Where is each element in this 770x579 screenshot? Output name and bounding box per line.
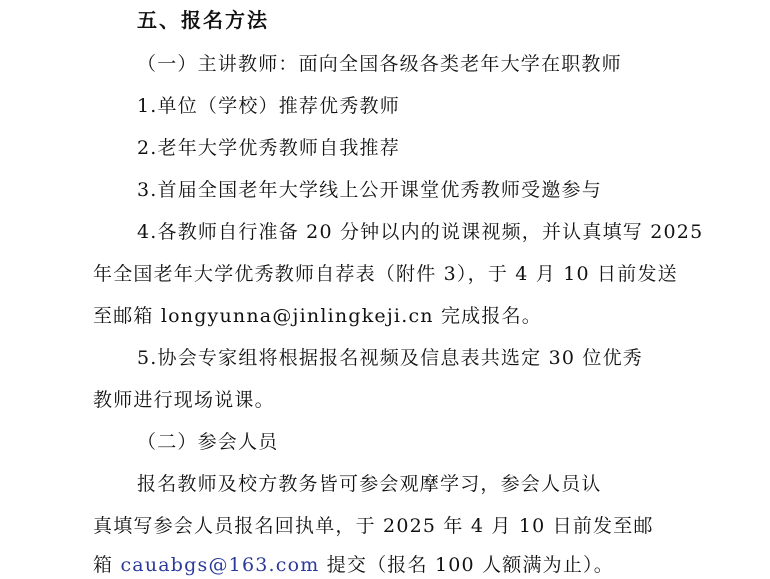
email-prefix-text: 箱 [93,554,121,576]
list-item-5-line-2: 教师进行现场说课。 [93,389,275,411]
part1-heading: （一）主讲教师：面向全国各级各类老年大学在职教师 [137,53,622,75]
list-item-2: 2.老年大学优秀教师自我推荐 [137,137,400,159]
contact-email-link[interactable]: cauabgs@163.com [120,554,320,576]
list-item-3: 3.首届全国老年大学线上公开课堂优秀教师受邀参与 [137,179,602,201]
list-item-4-line-3 [93,304,542,328]
list-item-4-line-1: 4.各教师自行准备 20 分钟以内的说课视频，并认真填写 2025 [137,221,704,243]
part2-para-line-3 [93,553,614,577]
part2-heading: （二）参会人员 [137,431,279,453]
registration-email-text: longyunna@jinlingkeji.cn [160,305,434,327]
list-item-4-line-2: 年全国老年大学优秀教师自荐表（附件 3），于 4 月 10 日前发送 [93,263,678,285]
list-item-1: 1.单位（学校）推荐优秀教师 [137,95,400,117]
email-prefix-text: 至邮箱 [93,305,161,327]
part2-para-line-1: 报名教师及校方教务皆可参会观摩学习，参会人员认 [137,473,602,495]
email-suffix-text: 提交（报名 100 人额满为止）。 [319,554,614,576]
section-heading: 五、报名方法 [137,8,269,32]
part2-para-line-2: 真填写参会人员报名回执单，于 2025 年 4 月 10 日前发至邮 [93,515,654,537]
list-item-5-line-1: 5.协会专家组将根据报名视频及信息表共选定 30 位优秀 [137,347,643,369]
email-suffix-text: 完成报名。 [433,305,542,327]
